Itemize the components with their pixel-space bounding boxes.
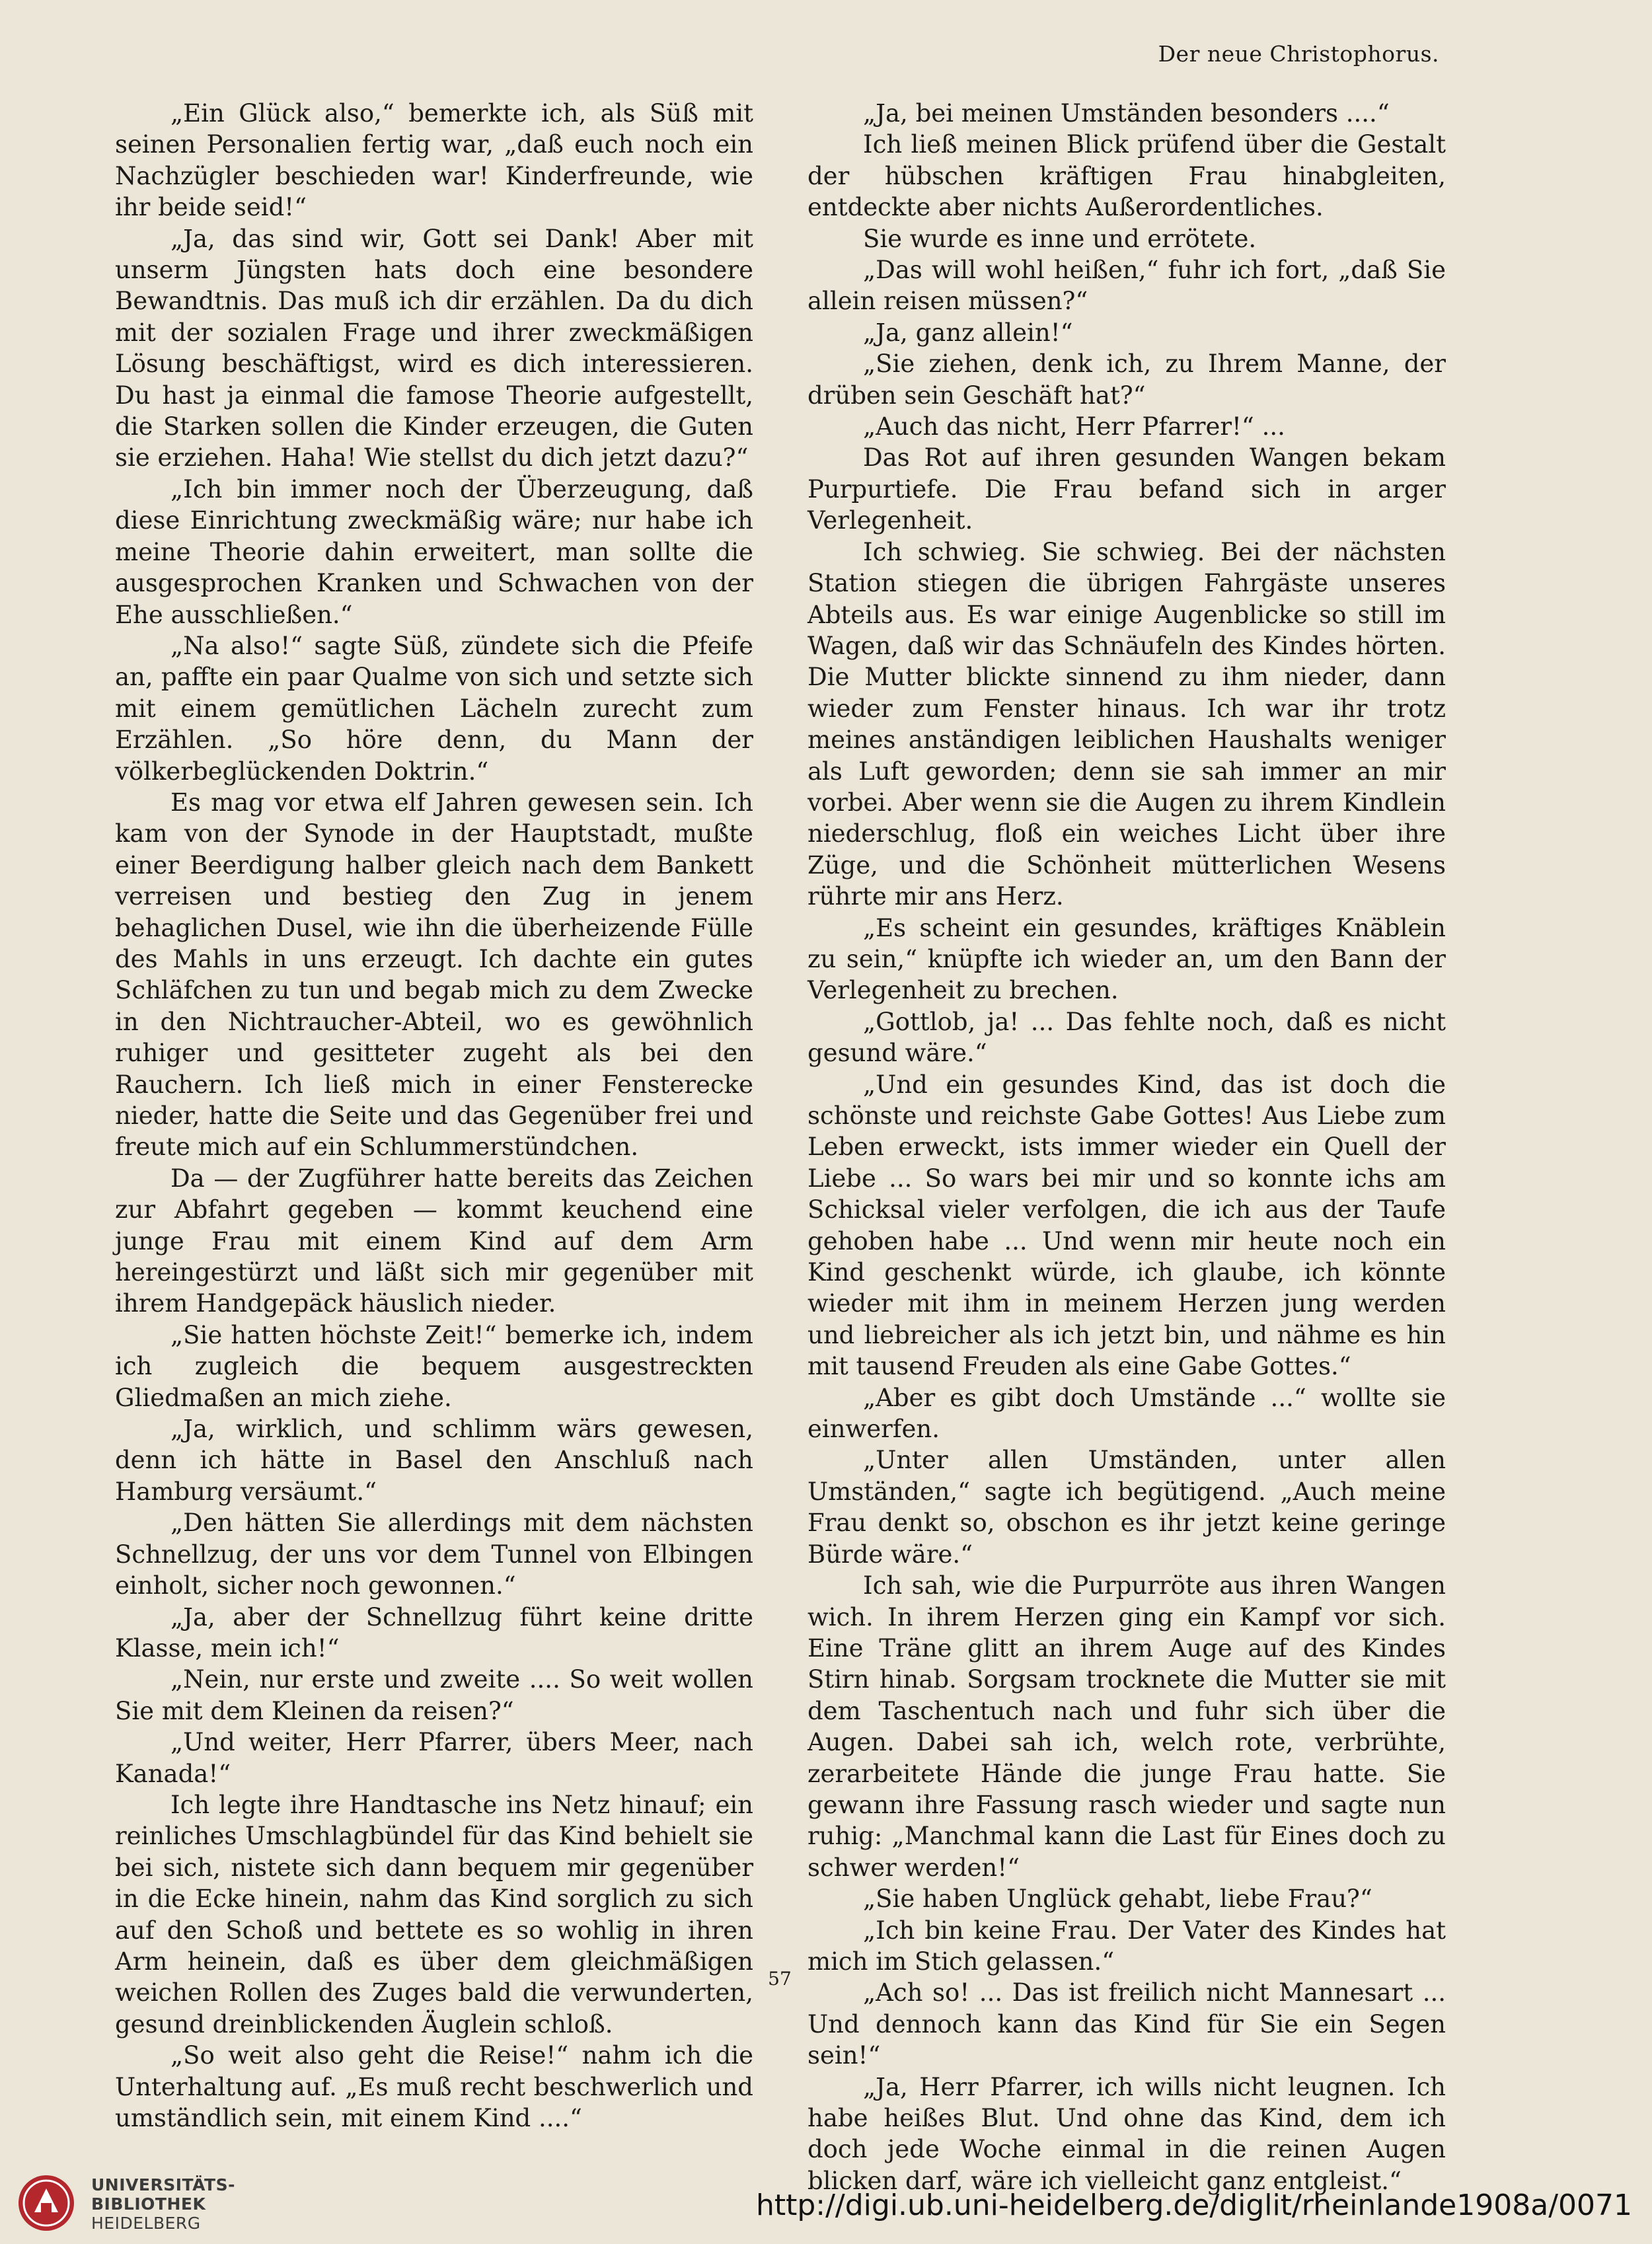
paragraph: Es mag vor etwa elf Jahren gewesen sein. Ich kam von der Synode in der Hauptstadt, mußte einer Beerdigung halber gleich nach dem Bankett verreisen und bestieg den Zug in jenem behaglichen Dusel, wie ihn die überheizende Fülle des Mahls in uns erzeugt. Ich dachte ein gutes Schläfchen zu tun und begab mich zu dem Zwecke in den Nichtraucher-Abteil, wo es gewöhnlich ruhiger und gesitteter zugeht als bei den Rauchern. Ich ließ mich in einer Fensterecke nieder, hatte die Seite und das Gegenüber frei und freute mich auf ein Schlummerstündchen. bbox=[115, 788, 753, 1162]
paragraph: „Aber es gibt doch Umstände ...“ wollte sie einwerfen. bbox=[807, 1383, 1446, 1444]
paragraph: „Unter allen Umständen, unter allen Umständen,“ sagte ich begütigend. „Auch meine Frau denkt so, obschon es ihr jetzt keine geringe Bürde wäre.“ bbox=[807, 1446, 1446, 1569]
paragraph: „Ja, ganz allein!“ bbox=[863, 318, 1073, 347]
paragraph: „Ja, bei meinen Umständen besonders ....“ bbox=[863, 99, 1390, 128]
page-number: 57 bbox=[768, 1968, 792, 1990]
paragraph: „Ein Glück also,“ bemerkte ich, als Süß mit seinen Personalien fertig war, „daß euch noch ein Nachzügler beschieden war! Kinderfreunde, wie ihr beide seid!“ bbox=[115, 99, 753, 222]
paragraph: Ich schwieg. Sie schwieg. Bei der nächsten Station stiegen die übrigen Fahrgäste unseres Abteils aus. Es war einige Augenblicke so still im Wagen, daß wir das Schnäufeln des Kindes hörten. Die Mutter blickte sinnend zu ihm nieder, dann wieder zum Fenster hinaus. Ich war ihr trotz meines anständigen leiblichen Haushalts weniger als Luft geworden; denn sie sah immer an mir vorbei. Aber wenn sie die Augen zu ihrem Kindlein niederschlug, floß ein weiches Licht über ihre Züge, und die Schönheit mütterlichen Wesens rührte mir ans Herz. bbox=[807, 537, 1446, 911]
library-seal-icon bbox=[16, 2173, 77, 2233]
source-url-link[interactable]: http://digi.ub.uni-heidelberg.de/diglit/rheinlande1908a/0071 bbox=[755, 2188, 1632, 2222]
library-name-line2: BIBLIOTHEK bbox=[91, 2194, 206, 2214]
running-header: Der neue Christophorus. bbox=[1158, 41, 1439, 67]
library-name bbox=[91, 2175, 235, 2233]
paragraph: „Sie hatten höchste Zeit!“ bemerke ich, indem ich zugleich die bequem ausgestreckten Gliedmaßen an mich ziehe. bbox=[115, 1320, 753, 1412]
paragraph: „Und weiter, Herr Pfarrer, übers Meer, nach Kanada!“ bbox=[115, 1728, 753, 1788]
library-logo[interactable] bbox=[16, 2173, 235, 2236]
paragraph: „Und ein gesundes Kind, das ist doch die schönste und reichste Gabe Gottes! Aus Liebe zum Leben erweckt, ists immer wieder ein Quell der Liebe ... So wars bei mir und so konnte ichs am Schicksal vieler verfolgen, die ich aus der Taufe gehoben habe ... Und wenn mir heute noch ein Kind geschenkt würde, ich glaube, ich könnte wieder mit ihm in meinem Herzen jung werden und liebreicher als ich jetzt bin, und nähme es hin mit tausend Freuden als eine Gabe Gottes.“ bbox=[807, 1070, 1446, 1381]
paragraph: „Ja, wirklich, und schlimm wärs gewesen, denn ich hätte in Basel den Anschluß nach Hamburg versäumt.“ bbox=[115, 1415, 753, 1506]
paragraph: „Das will wohl heißen,“ fuhr ich fort, „daß Sie allein reisen müssen?“ bbox=[807, 256, 1446, 316]
paragraph: „Ja, das sind wir, Gott sei Dank! Aber mit unserm Jüngsten hats doch eine besondere Bewandtnis. Das muß ich dir erzählen. Da du dich mit der sozialen Frage und ihrer zweckmäßigen Lösung beschäftigst, wird es dich interessieren. Du hast ja einmal die famose Theorie aufgestellt, die Starken sollen die Kinder erzeugen, die Guten sie erziehen. Haha! Wie stellst du dich jetzt dazu?“ bbox=[115, 224, 753, 472]
paragraph: „Nein, nur erste und zweite .... So weit wollen Sie mit dem Kleinen da reisen?“ bbox=[115, 1665, 753, 1725]
paragraph: „Auch das nicht, Herr Pfarrer!“ ... bbox=[863, 412, 1285, 441]
paragraph: „Es scheint ein gesundes, kräftiges Knäblein zu sein,“ knüpfte ich wieder an, um den Bann der Verlegenheit zu brechen. bbox=[807, 913, 1446, 1005]
library-name-line1: UNIVERSITÄTS- bbox=[91, 2175, 235, 2194]
footer-bar bbox=[0, 2161, 1652, 2244]
paragraph: Ich ließ meinen Blick prüfend über die Gestalt der hübschen kräftigen Frau hinabgleiten, entdeckte aber nichts Außerordentliches. bbox=[807, 130, 1446, 222]
text-column-right bbox=[807, 98, 1446, 2196]
paragraph: „Ich bin immer noch der Überzeugung, daß diese Einrichtung zweckmäßig wäre; nur habe ich meine Theorie dahin erweitert, man sollte die ausgesprochen Kranken und Schwachen von der Ehe ausschließen.“ bbox=[115, 474, 753, 629]
paragraph: „Sie haben Unglück gehabt, liebe Frau?“ bbox=[863, 1885, 1372, 1914]
paragraph: „Ich bin keine Frau. Der Vater des Kindes hat mich im Stich gelassen.“ bbox=[807, 1916, 1446, 1976]
paragraph: Ich sah, wie die Purpurröte aus ihren Wangen wich. In ihrem Herzen ging ein Kampf vor sich. Eine Träne glitt an ihrem Auge auf des Kindes Stirn hinab. Sorgsam trocknete die Mutter sie mit dem Taschentuch nach und fuhr sich über die Augen. Dabei sah ich, welch rote, verbrühte, zerarbeitete Hände die junge Frau hatte. Sie gewann ihre Fassung rasch wieder und sagte nun ruhig: „Manchmal kann die Last für Eines doch zu schwer werden!“ bbox=[807, 1571, 1446, 1882]
paragraph: „Gottlob, ja! ... Das fehlte noch, daß es nicht gesund wäre.“ bbox=[807, 1007, 1446, 1068]
paragraph: „Sie ziehen, denk ich, zu Ihrem Manne, der drüben sein Geschäft hat?“ bbox=[807, 350, 1446, 410]
library-name-line3: HEIDELBERG bbox=[91, 2214, 201, 2233]
paragraph: Sie wurde es inne und errötete. bbox=[863, 224, 1257, 253]
paragraph: Ich legte ihre Handtasche ins Netz hinauf; ein reinliches Umschlagbündel für das Kind behielt sie bei sich, nistete sich dann bequem mir gegenüber in die Ecke hinein, nahm das Kind sorglich zu sich auf den Schoß und bettete es so wohlig in ihren Arm heinein, daß es über dem gleichmäßigen weichen Rollen des Zuges bald die verwunderten, gesund dreinblickenden Äuglein schloß. bbox=[115, 1790, 753, 2038]
paragraph: „Ja, Herr Pfarrer, ich wills nicht leugnen. Ich habe heißes Blut. Und ohne das Kind, dem ich doch jede Woche einmal in die reinen Augen blicken darf, wäre ich vielleicht ganz entgleist.“ bbox=[807, 2072, 1446, 2195]
paragraph: Das Rot auf ihren gesunden Wangen bekam Purpurtiefe. Die Frau befand sich in arger Verlegenheit. bbox=[807, 443, 1446, 535]
paragraph: Da — der Zugführer hatte bereits das Zeichen zur Abfahrt gegeben — kommt keuchend eine junge Frau mit einem Kind auf dem Arm hereingestürzt und läßt sich mir gegenüber mit ihrem Handgepäck häuslich nieder. bbox=[115, 1164, 753, 1318]
paragraph: „Na also!“ sagte Süß, zündete sich die Pfeife an, paffte ein paar Qualme von sich und setzte sich mit einem gemütlichen Lächeln zurecht zum Erzählen. „So höre denn, du Mann der völkerbeglückenden Doktrin.“ bbox=[115, 631, 753, 786]
text-column-left bbox=[115, 98, 753, 2134]
paragraph: „Ach so! ... Das ist freilich nicht Mannesart ... Und dennoch kann das Kind für Sie ein Segen sein!“ bbox=[807, 1978, 1446, 2070]
paragraph: „So weit also geht die Reise!“ nahm ich die Unterhaltung auf. „Es muß recht beschwerlich und umständlich sein, mit einem Kind ....“ bbox=[115, 2041, 753, 2132]
paragraph: „Den hätten Sie allerdings mit dem nächsten Schnellzug, der uns vor dem Tunnel von Elbingen einholt, sicher noch gewonnen.“ bbox=[115, 1509, 753, 1600]
paragraph: „Ja, aber der Schnellzug führt keine dritte Klasse, mein ich!“ bbox=[115, 1602, 753, 1663]
